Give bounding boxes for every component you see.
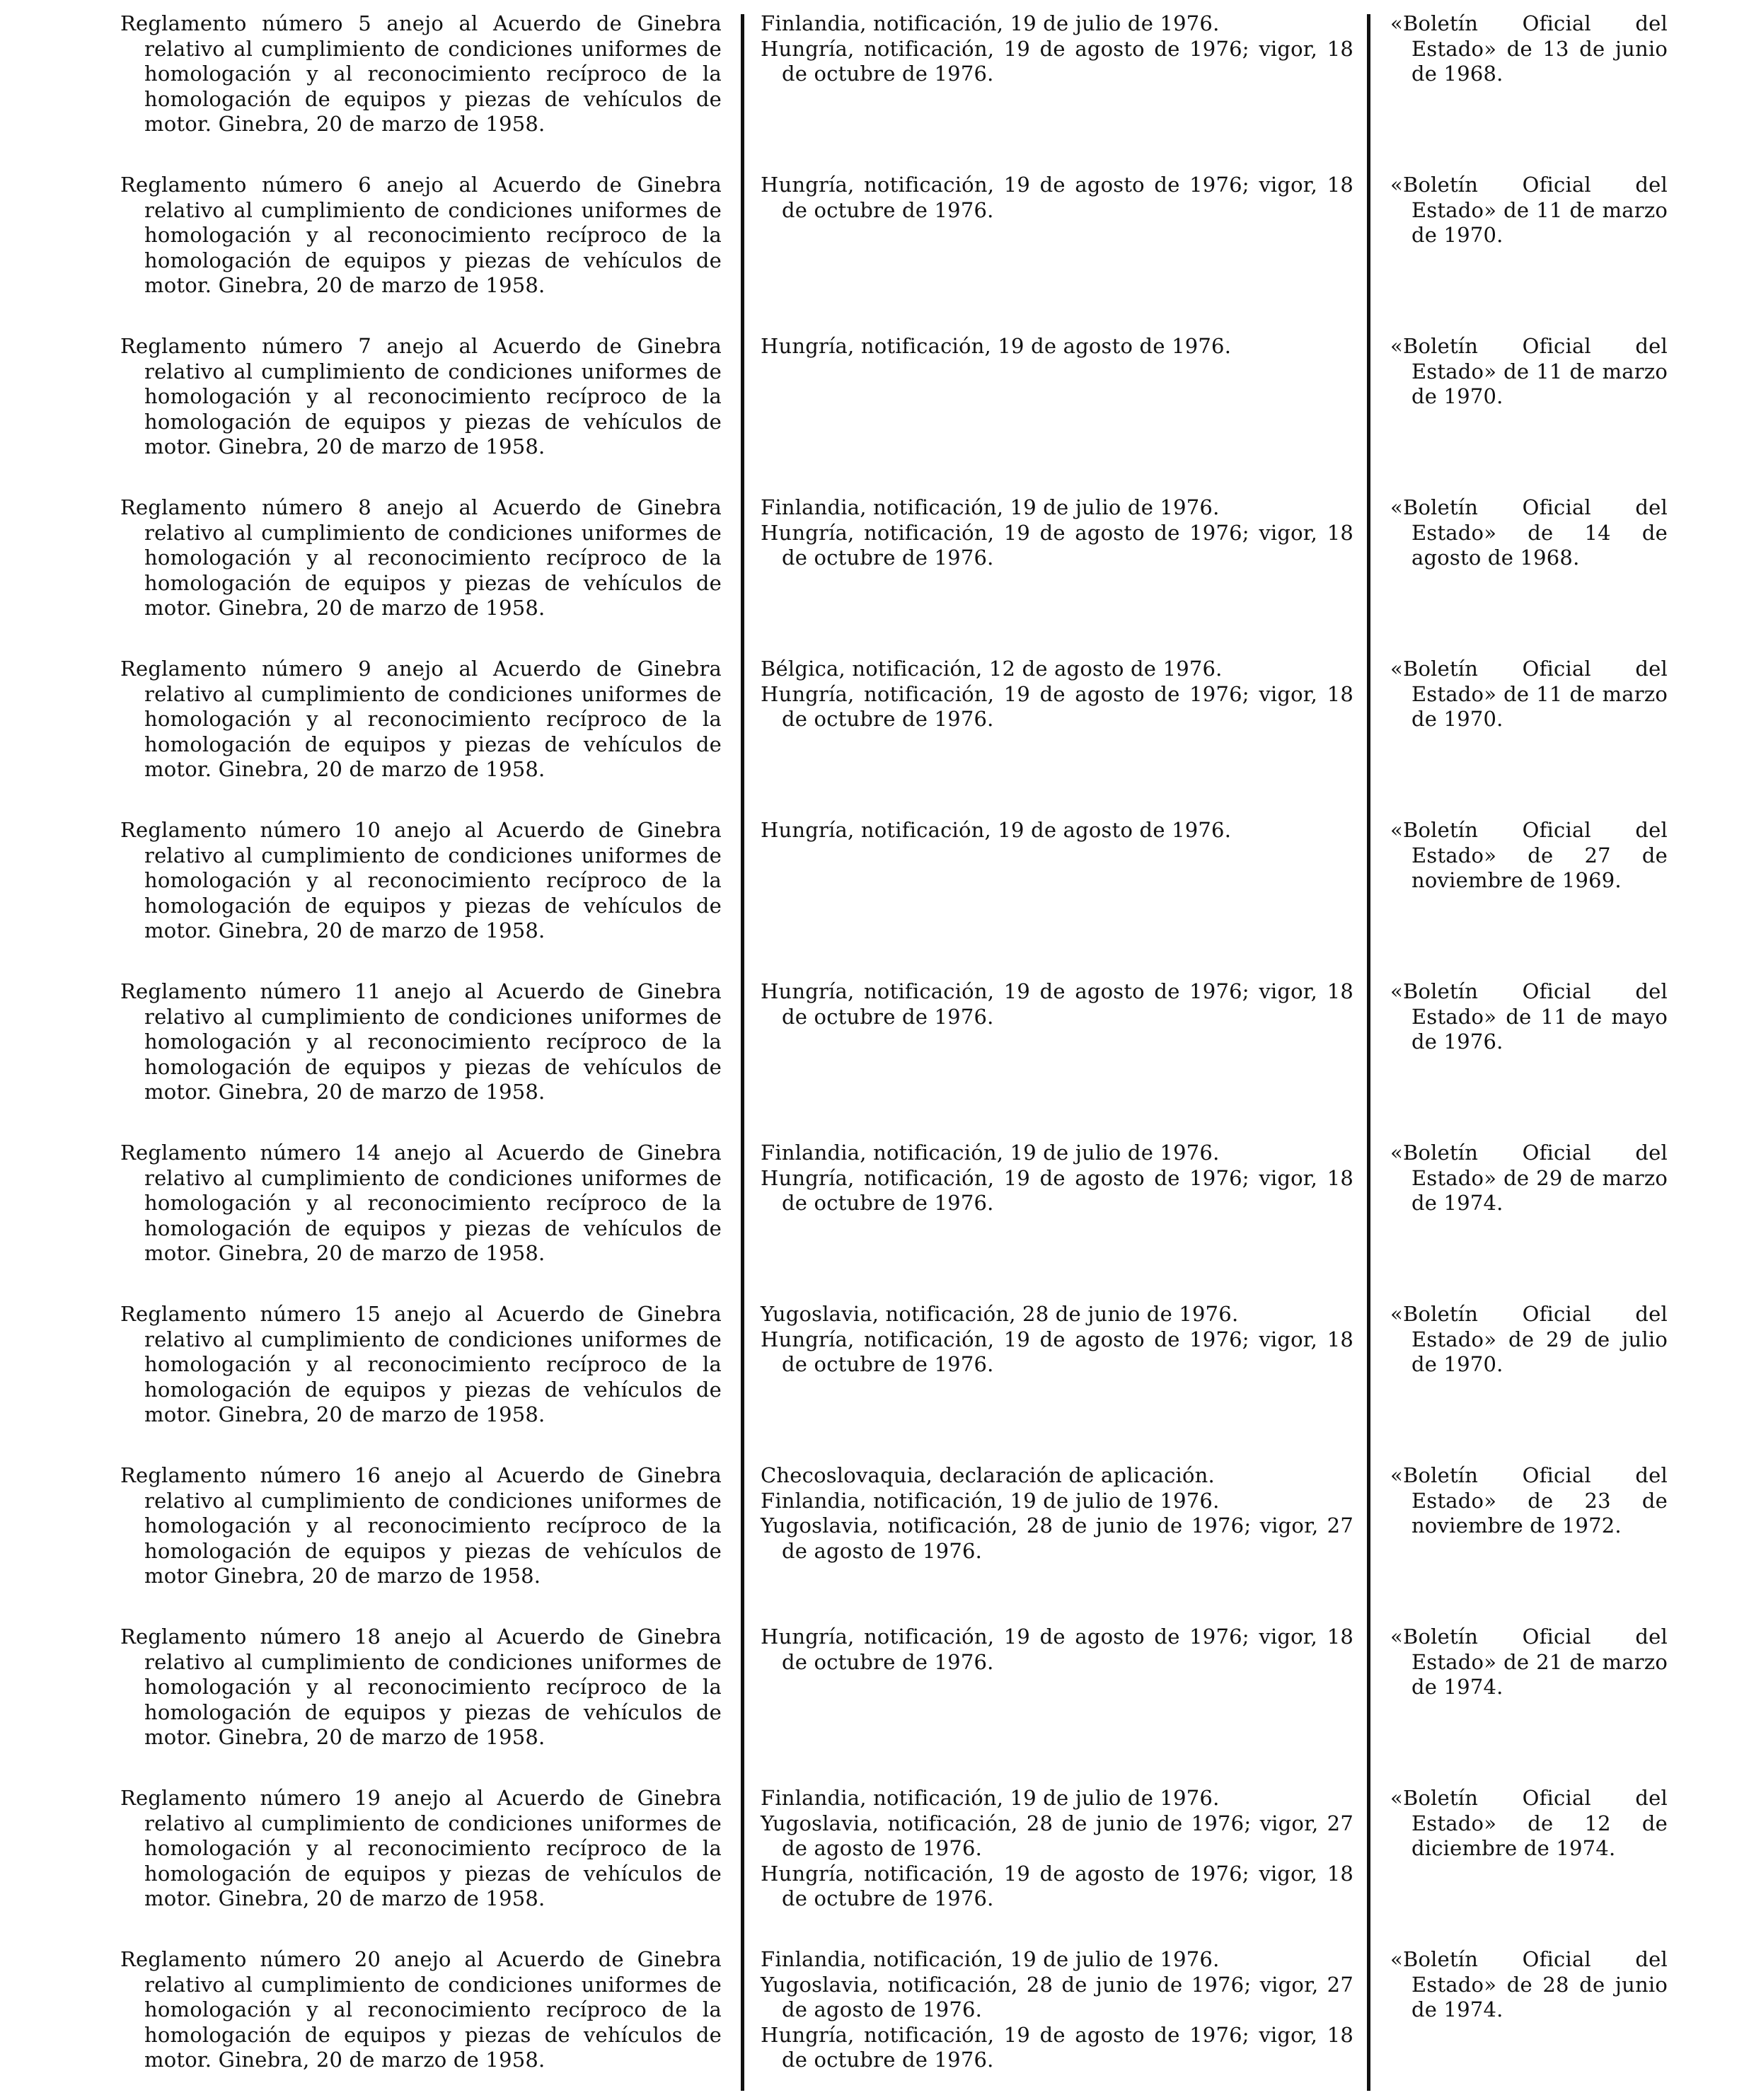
instrument-text: Reglamento número 11 anejo al Acuerdo de Ginebra relativo al cumplimiento de condiciones uniformes de homologación y al reconocimiento recíproco de la homologación de equipos y piezas de vehículos de motor. Ginebra, 20 de marzo de 1958. [120,979,722,1104]
instrument-text: Reglamento número 15 anejo al Acuerdo de Ginebra relativo al cumplimiento de condiciones uniformes de homologación y al reconocimiento recíproco de la homologación de equipos y piezas de vehículos de motor. Ginebra, 20 de marzo de 1958. [120,1302,722,1426]
boe-reference: «Boletín Oficial del Estado» de 28 de junio de 1974. [1390,1947,1668,2021]
boe-reference: «Boletín Oficial del Estado» de 11 de marzo de 1970. [1390,334,1668,408]
instrument-text: Reglamento número 5 anejo al Acuerdo de Ginebra relativo al cumplimiento de condiciones uniformes de homologación y al reconocimiento recíproco de la homologación de equipos y piezas de vehículos de motor. Ginebra, 20 de marzo de 1958. [120,11,722,136]
notification-list [761,657,1353,732]
notification-list [761,818,1353,843]
boe-reference: «Boletín Oficial del Estado» de 11 de marzo de 1970. [1390,173,1668,247]
notification-list [761,495,1353,571]
instrument-text: Reglamento número 6 anejo al Acuerdo de Ginebra relativo al cumplimiento de condiciones uniformes de homologación y al reconocimiento recíproco de la homologación de equipos y piezas de vehículos de motor. Ginebra, 20 de marzo de 1958. [120,173,722,297]
notification-entry: Finlandia, notificación, 19 de julio de 1976. [761,1947,1220,1971]
notification-list [761,1625,1353,1675]
notification-entry: Finlandia, notificación, 19 de julio de 1976. [761,1488,1220,1513]
boe-reference: «Boletín Oficial del Estado» de 11 de marzo de 1970. [1390,657,1668,731]
notification-entry: Checoslovaquia, declaración de aplicación. [761,1463,1215,1487]
notification-list [761,11,1353,87]
notification-list [761,334,1353,359]
notification-entry: Hungría, notificación, 19 de agosto de 1976; vigor, 18 de octubre de 1976. [761,173,1353,222]
boe-reference: «Boletín Oficial del Estado» de 13 de junio de 1968. [1390,11,1668,86]
boe-reference: «Boletín Oficial del Estado» de 12 de diciembre de 1974. [1390,1786,1668,1860]
notification-entry: Hungría, notificación, 19 de agosto de 1976; vigor, 18 de octubre de 1976. [761,1625,1353,1674]
instrument-text: Reglamento número 7 anejo al Acuerdo de Ginebra relativo al cumplimiento de condiciones uniformes de homologación y al reconocimiento recíproco de la homologación de equipos y piezas de vehículos de motor. Ginebra, 20 de marzo de 1958. [120,334,722,458]
boe-reference: «Boletín Oficial del Estado» de 14 de agosto de 1968. [1390,495,1668,570]
notification-entry: Finlandia, notificación, 19 de julio de 1976. [761,1786,1220,1810]
notification-entry: Finlandia, notificación, 19 de julio de 1976. [761,1141,1220,1165]
boe-reference: «Boletín Oficial del Estado» de 23 de noviembre de 1972. [1390,1463,1668,1538]
notification-list [761,1302,1353,1378]
notification-entry: Hungría, notificación, 19 de agosto de 1976. [761,818,1232,842]
notification-entry: Yugoslavia, notificación, 28 de junio de 1976; vigor, 27 de agosto de 1976. [761,1513,1353,1563]
notification-entry: Yugoslavia, notificación, 28 de junio de 1976; vigor, 27 de agosto de 1976. [761,1972,1353,2021]
notification-list [761,1463,1353,1564]
notification-entry: Hungría, notificación, 19 de agosto de 1976; vigor, 18 de octubre de 1976. [761,1327,1353,1376]
notification-entry: Hungría, notificación, 19 de agosto de 1976; vigor, 18 de octubre de 1976. [761,520,1353,570]
instrument-text: Reglamento número 14 anejo al Acuerdo de Ginebra relativo al cumplimiento de condiciones uniformes de homologación y al reconocimiento recíproco de la homologación de equipos y piezas de vehículos de motor. Ginebra, 20 de marzo de 1958. [120,1141,722,1265]
instrument-text: Reglamento número 18 anejo al Acuerdo de Ginebra relativo al cumplimiento de condiciones uniformes de homologación y al reconocimiento recíproco de la homologación de equipos y piezas de vehículos de motor. Ginebra, 20 de marzo de 1958. [120,1625,722,1749]
notification-list [761,1141,1353,1216]
notification-entry: Hungría, notificación, 19 de agosto de 1976; vigor, 18 de octubre de 1976. [761,1165,1353,1215]
boe-reference: «Boletín Oficial del Estado» de 21 de marzo de 1974. [1390,1625,1668,1699]
notification-list [761,173,1353,223]
notification-entry: Hungría, notificación, 19 de agosto de 1976; vigor, 18 de octubre de 1976. [761,36,1353,86]
column-rule-right [1367,14,1370,2091]
instrument-text: Reglamento número 19 anejo al Acuerdo de Ginebra relativo al cumplimiento de condiciones uniformes de homologación y al reconocimiento recíproco de la homologación de equipos y piezas de vehículos de motor. Ginebra, 20 de marzo de 1958. [120,1786,722,1910]
notification-list [761,1947,1353,2073]
instrument-text: Reglamento número 16 anejo al Acuerdo de Ginebra relativo al cumplimiento de condiciones uniformes de homologación y al reconocimiento recíproco de la homologación de equipos y piezas de vehículos de motor Ginebra, 20 de marzo de 1958. [120,1463,722,1588]
notification-entry: Hungría, notificación, 19 de agosto de 1976. [761,334,1232,358]
instrument-text: Reglamento número 10 anejo al Acuerdo de Ginebra relativo al cumplimiento de condiciones uniformes de homologación y al reconocimiento recíproco de la homologación de equipos y piezas de vehículos de motor. Ginebra, 20 de marzo de 1958. [120,818,722,942]
boe-reference: «Boletín Oficial del Estado» de 29 de julio de 1970. [1390,1302,1668,1376]
notification-entry: Yugoslavia, notificación, 28 de junio de 1976; vigor, 27 de agosto de 1976. [761,1811,1353,1860]
notification-entry: Finlandia, notificación, 19 de julio de 1976. [761,11,1220,35]
instrument-text: Reglamento número 8 anejo al Acuerdo de Ginebra relativo al cumplimiento de condiciones uniformes de homologación y al reconocimiento recíproco de la homologación de equipos y piezas de vehículos de motor. Ginebra, 20 de marzo de 1958. [120,495,722,620]
notification-entry: Yugoslavia, notificación, 28 de junio de 1976. [761,1302,1239,1326]
boe-reference: «Boletín Oficial del Estado» de 11 de mayo de 1976. [1390,979,1668,1054]
instrument-text: Reglamento número 20 anejo al Acuerdo de Ginebra relativo al cumplimiento de condiciones uniformes de homologación y al reconocimiento recíproco de la homologación de equipos y piezas de vehículos de motor. Ginebra, 20 de marzo de 1958. [120,1947,722,2072]
boe-reference: «Boletín Oficial del Estado» de 27 de noviembre de 1969. [1390,818,1668,892]
notification-entry: Bélgica, notificación, 12 de agosto de 1976. [761,657,1223,681]
notification-entry: Hungría, notificación, 19 de agosto de 1976; vigor, 18 de octubre de 1976. [761,979,1353,1029]
notification-entry: Finlandia, notificación, 19 de julio de 1976. [761,495,1220,519]
notification-entry: Hungría, notificación, 19 de agosto de 1976; vigor, 18 de octubre de 1976. [761,681,1353,731]
notification-entry: Hungría, notificación, 19 de agosto de 1976; vigor, 18 de octubre de 1976. [761,2022,1353,2072]
notification-entry: Hungría, notificación, 19 de agosto de 1976; vigor, 18 de octubre de 1976. [761,1861,1353,1910]
notification-list [761,979,1353,1029]
notification-list [761,1786,1353,1912]
instrument-text: Reglamento número 9 anejo al Acuerdo de Ginebra relativo al cumplimiento de condiciones uniformes de homologación y al reconocimiento recíproco de la homologación de equipos y piezas de vehículos de motor. Ginebra, 20 de marzo de 1958. [120,657,722,781]
column-rule-left [741,14,744,2091]
boe-reference: «Boletín Oficial del Estado» de 29 de marzo de 1974. [1390,1141,1668,1215]
